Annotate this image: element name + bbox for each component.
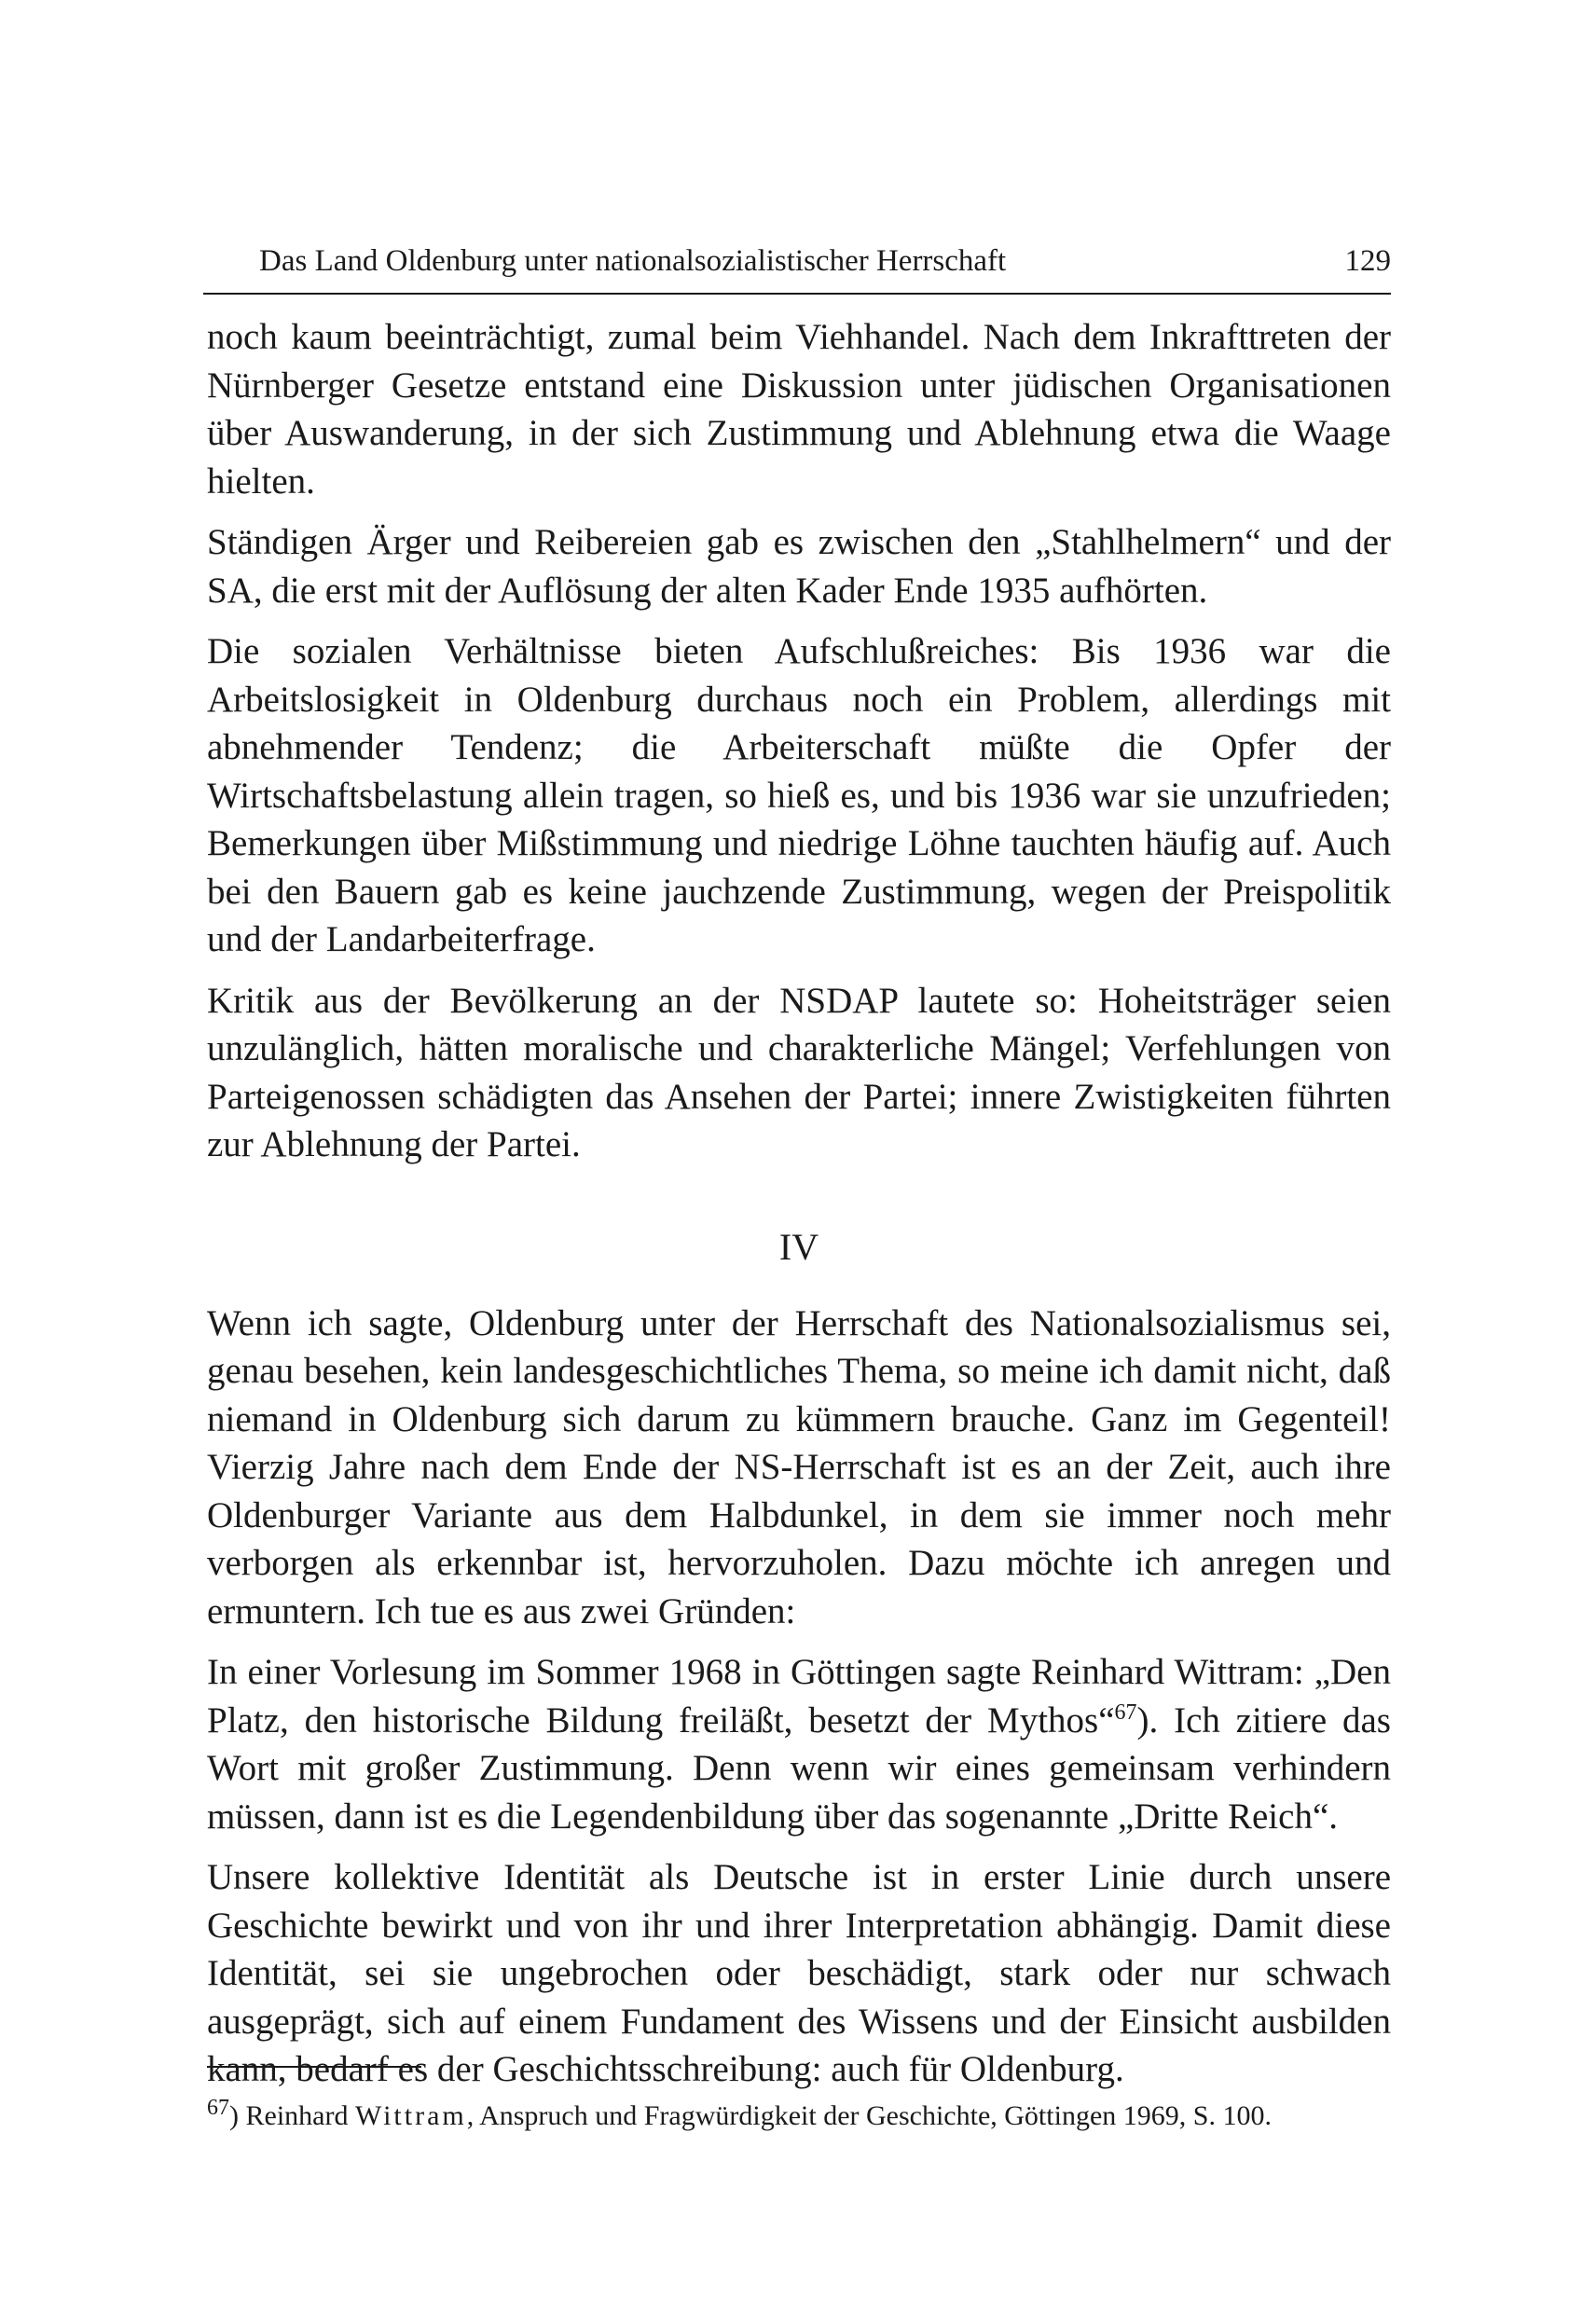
running-head	[203, 238, 1391, 284]
section-heading: IV	[778, 1225, 819, 1268]
paragraph: noch kaum beeinträchtigt, zumal beim Viehhandel. Nach dem Inkrafttreten der Nürnberger Gesetze entstand eine Diskussion unter jüdischen Organisationen über Auswanderung, in der sich Zustimmung und Ablehnung etwa die Waage hielten.	[207, 317, 1391, 502]
footnote-marker-close: )	[229, 2100, 239, 2131]
paragraph-with-note	[207, 1648, 1391, 1840]
paragraph: Die sozialen Verhältnisse bieten Aufschlußreiches: Bis 1936 war die Arbeitslosigkeit in Oldenburg durchaus noch ein Problem, allerdings mit abnehmender Tendenz; die Arbeiterschaft müßte die Opfer der Wirtschaftsbelastung allein tragen, so hieß es, und bis 1936 war sie unzufrieden; Bemerkungen über Mißstimmung und niedrige Löhne tauchten häufig auf. Auch bei den Bauern gab es keine jauchzende Zustimmung, wegen der Preispolitik und der Landarbeiterfrage.	[207, 631, 1391, 959]
paragraph: Ständigen Ärger und Reibereien gab es zwischen den „Stahlhelmern“ und der SA, die erst mit der Auflösung der alten Kader Ende 1935 aufhörten.	[207, 522, 1391, 611]
running-head-title: Das Land Oldenburg unter nationalsozialistischer Herrschaft	[259, 244, 1007, 278]
paragraph-text: In einer Vorlesung im Sommer 1968 in Göttingen sagte Reinhard Wittram: „Den Platz, den historische Bildung freiläßt, besetzt der Mythos“	[207, 1652, 1391, 1741]
footnote-author-first: Reinhard	[245, 2100, 349, 2131]
header-rule	[203, 293, 1391, 295]
footnote	[207, 2098, 1391, 2135]
paragraph: Wenn ich sagte, Oldenburg unter der Herrschaft des Nationalsozialismus sei, genau besehen, kein landesgeschichtliches Thema, so meine ich damit nicht, daß niemand in Oldenburg sich darum zu kümmern brauche. Ganz im Gegenteil! Vierzig Jahre nach dem Ende der NS-Herrschaft ist es an der Zeit, auch ihre Oldenburger Variante aus dem Halbdunkel, in dem sie immer noch mehr verborgen als erkennbar ist, hervorzuholen. Dazu möchte ich anregen und ermuntern. Ich tue es aus zwei Gründen:	[207, 1302, 1391, 1631]
footnote-author-last: Wittram	[354, 2100, 467, 2131]
footnote-text: , Anspruch und Fragwürdigkeit der Geschichte, Göttingen 1969, S. 100.	[466, 2100, 1272, 2131]
paragraph: Kritik aus der Bevölkerung an der NSDAP lautete so: Hoheitsträger seien unzulänglich, hätten moralische und charakterliche Mängel; Verfehlungen von Parteigenossen schädigten das Ansehen der Partei; innere Zwistigkeiten führten zur Ablehnung der Partei.	[207, 980, 1391, 1164]
footnote-rule	[207, 2066, 421, 2068]
body-text	[207, 313, 1391, 2107]
paragraph: Unsere kollektive Identität als Deutsche ist in erster Linie durch unsere Geschichte bewirkt und von ihr und ihrer Interpretation abhängig. Damit diese Identität, sei sie ungebrochen oder beschädigt, stark oder nur schwach ausgeprägt, sich auf einem Fundament des Wissens und der Einsicht ausbilden kann, bedarf es der Geschichtsschreibung: auch für Oldenburg.	[207, 1857, 1391, 2089]
footnote-marker: 67	[207, 2096, 229, 2120]
page-number: 129	[1344, 244, 1391, 278]
paragraph-text: ). Ich zitiere das Wort mit großer Zustimmung. Denn wenn wir eines gemeinsam verhindern müssen, dann ist es die Legendenbildung über das sogenannte „Dritte Reich“.	[207, 1700, 1391, 1837]
footnote-reference: 67	[1114, 1700, 1137, 1725]
